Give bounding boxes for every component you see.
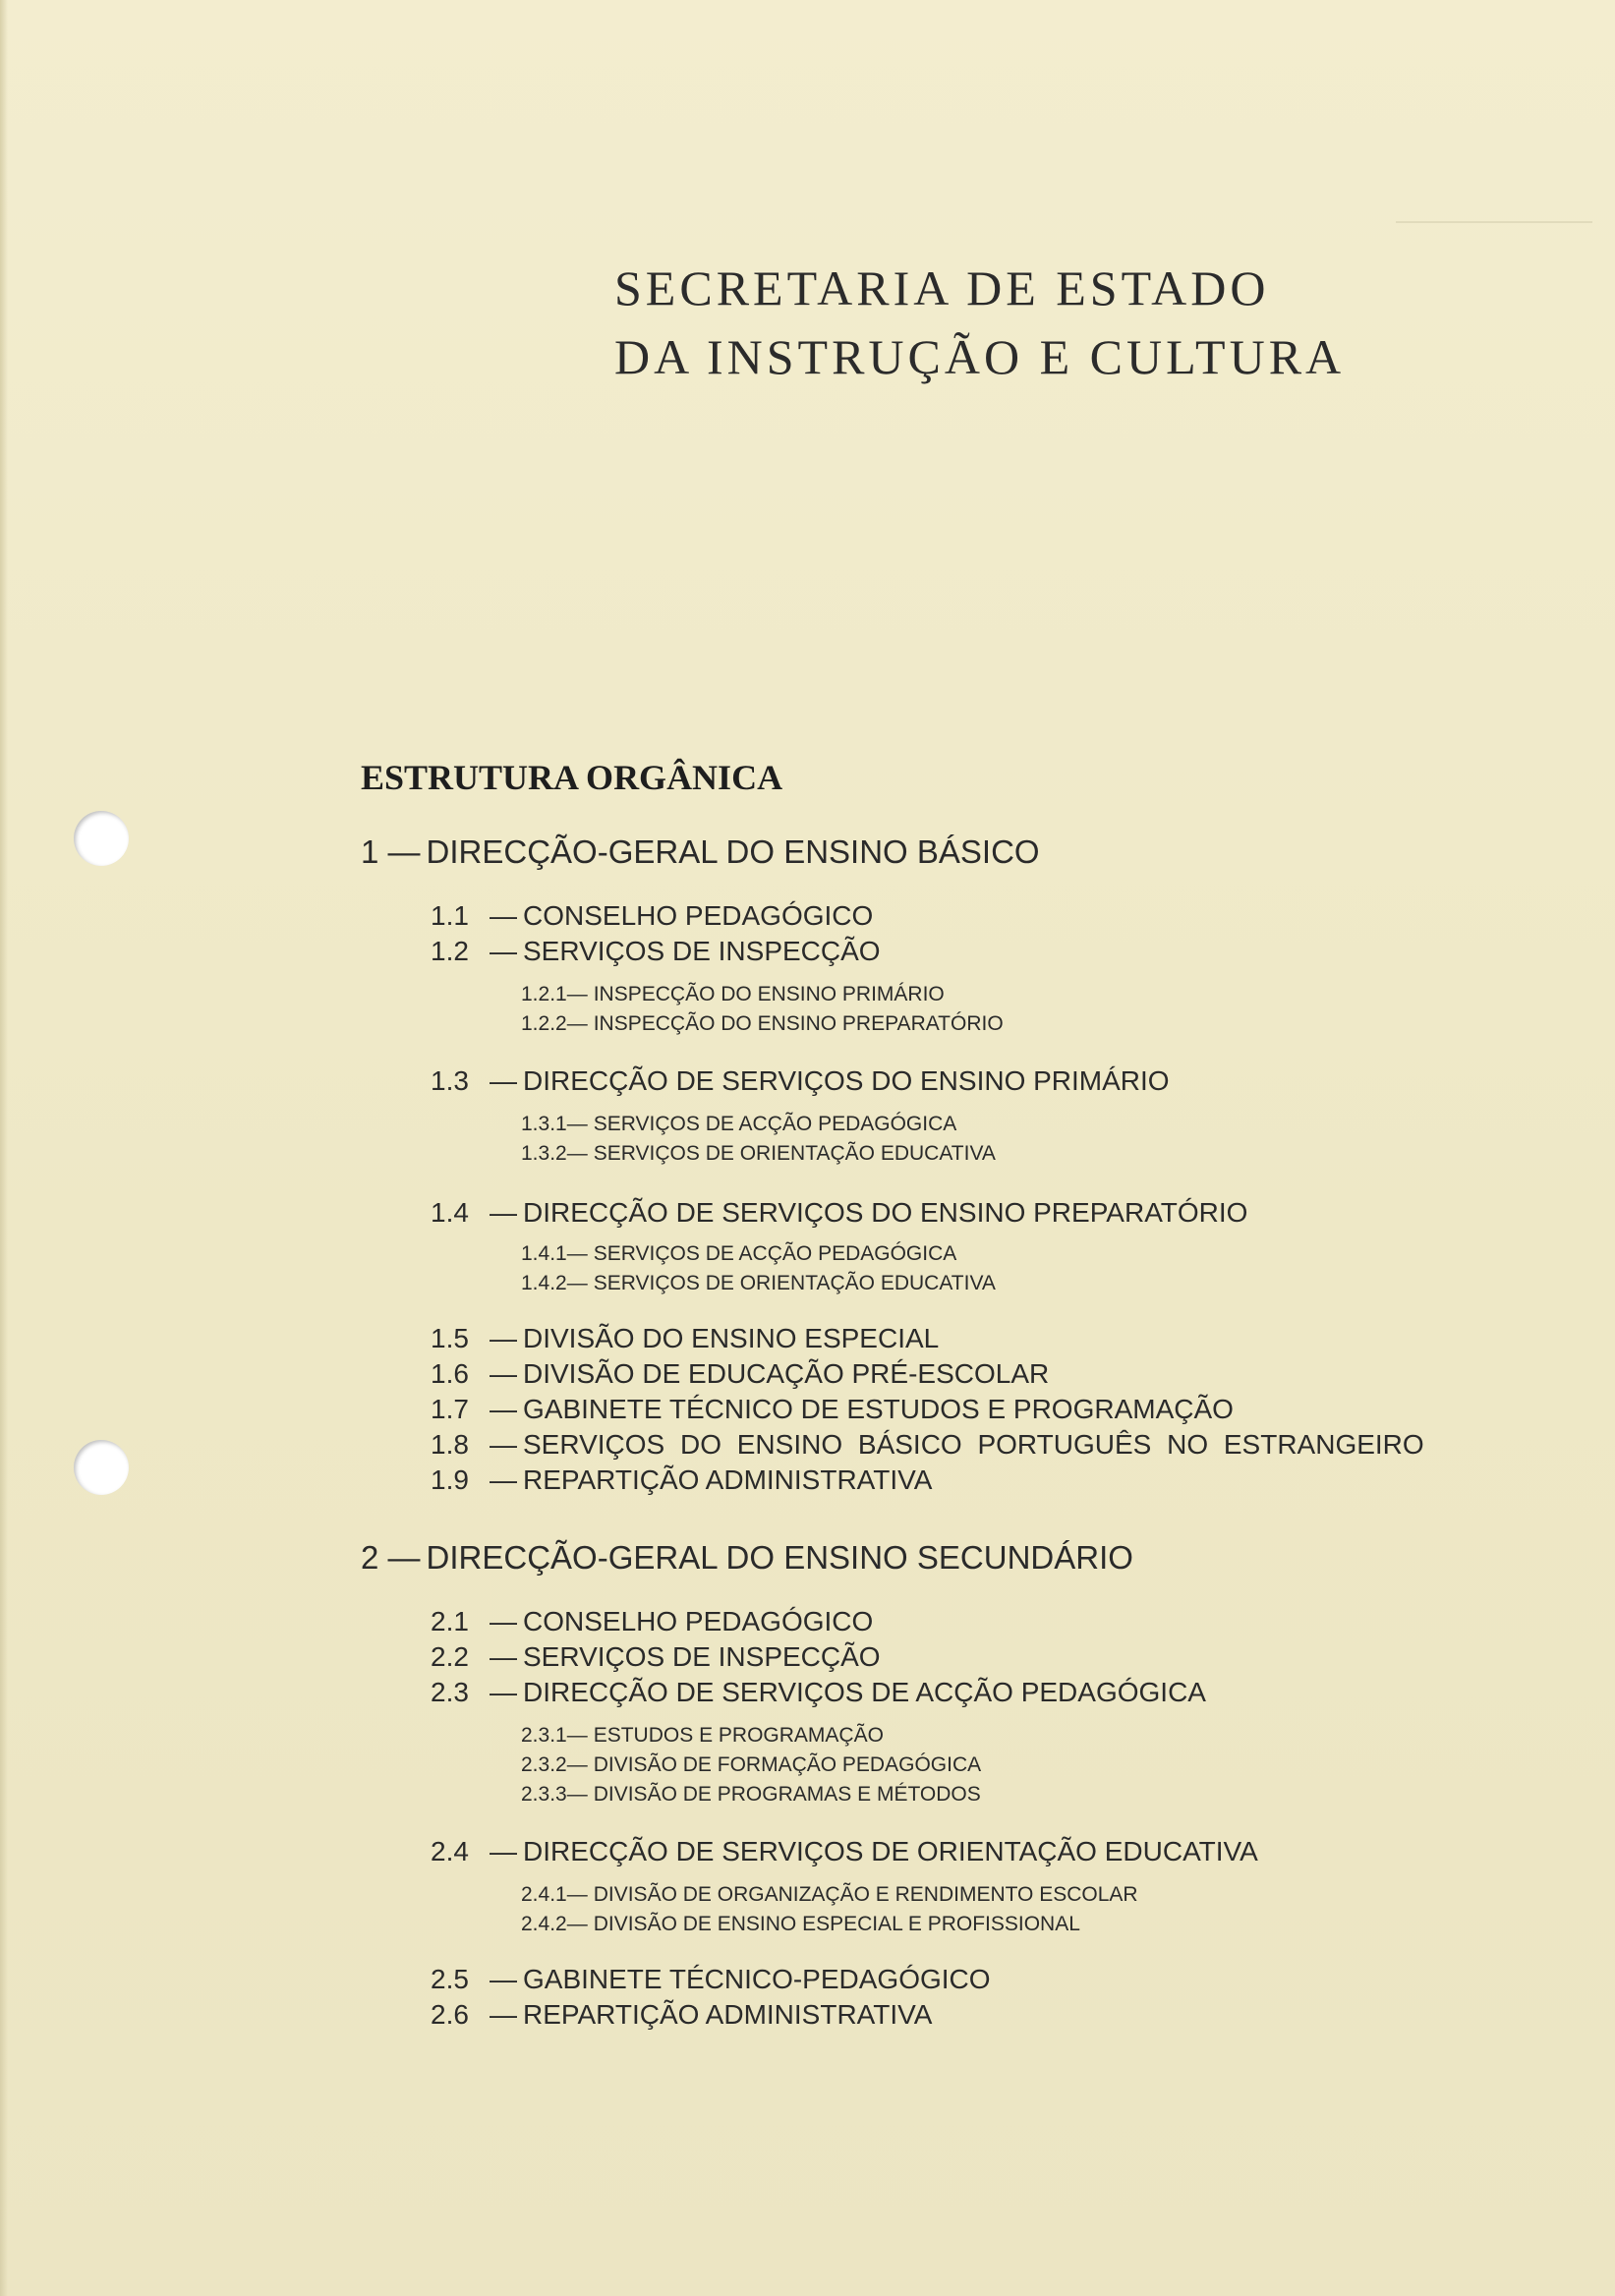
outline-item-level2: 2.5 — GABINETE TÉCNICO-PEDAGÓGICO <box>431 1964 991 1994</box>
outline-item-level3: 1.4.1— SERVIÇOS DE ACÇÃO PEDAGÓGICA <box>521 1242 957 1265</box>
outline-item-level2: 1.8 — SERVIÇOS DO ENSINO BÁSICO PORTUGUÊS NO ESTRANGEIRO <box>431 1429 1424 1460</box>
outline-item-level2: 1.4 — DIRECÇÃO DE SERVIÇOS DO ENSINO PREPARATÓRIO <box>431 1197 1248 1228</box>
outline-item-level2: 1.2 — SERVIÇOS DE INSPECÇÃO <box>431 936 881 966</box>
bleed-through-rule <box>1396 221 1592 223</box>
outline-item-level2: 1.1 — CONSELHO PEDAGÓGICO <box>431 900 874 931</box>
outline-item-level1: 2 — DIRECÇÃO-GERAL DO ENSINO SECUNDÁRIO <box>361 1539 1133 1576</box>
outline-item-level3: 1.2.1— INSPECÇÃO DO ENSINO PRIMÁRIO <box>521 983 945 1005</box>
outline-item-level1: 1 — DIRECÇÃO-GERAL DO ENSINO BÁSICO <box>361 833 1040 870</box>
outline-item-level2: 2.4 — DIRECÇÃO DE SERVIÇOS DE ORIENTAÇÃO EDUCATIVA <box>431 1836 1258 1866</box>
section-heading: ESTRUTURA ORGÂNICA <box>361 758 783 797</box>
title-line-2: DA INSTRUÇÃO E CULTURA <box>614 329 1346 384</box>
outline-item-level3: 2.4.2— DIVISÃO DE ENSINO ESPECIAL E PROFISSIONAL <box>521 1913 1080 1935</box>
outline-item-level2: 1.9 — REPARTIÇÃO ADMINISTRATIVA <box>431 1464 933 1495</box>
outline-item-level3: 2.3.2— DIVISÃO DE FORMAÇÃO PEDAGÓGICA <box>521 1753 982 1776</box>
outline-item-level3: 2.3.1— ESTUDOS E PROGRAMAÇÃO <box>521 1724 884 1747</box>
outline-item-level2: 1.5 — DIVISÃO DO ENSINO ESPECIAL <box>431 1323 940 1353</box>
outline-item-level3: 1.3.1— SERVIÇOS DE ACÇÃO PEDAGÓGICA <box>521 1113 957 1135</box>
outline-item-level3: 1.3.2— SERVIÇOS DE ORIENTAÇÃO EDUCATIVA <box>521 1142 996 1165</box>
paper-edge <box>0 0 8 2296</box>
outline-item-level2: 2.1 — CONSELHO PEDAGÓGICO <box>431 1606 874 1636</box>
punch-hole-top <box>74 811 129 866</box>
outline-item-level3: 1.4.2— SERVIÇOS DE ORIENTAÇÃO EDUCATIVA <box>521 1272 996 1294</box>
outline-item-level2: 2.3 — DIRECÇÃO DE SERVIÇOS DE ACÇÃO PEDAGÓGICA <box>431 1677 1206 1707</box>
outline-item-level3: 1.2.2— INSPECÇÃO DO ENSINO PREPARATÓRIO <box>521 1012 1004 1035</box>
page-title <box>614 254 1345 391</box>
outline-item-level2: 1.7 — GABINETE TÉCNICO DE ESTUDOS E PROGRAMAÇÃO <box>431 1394 1234 1424</box>
outline-item-level2: 1.3 — DIRECÇÃO DE SERVIÇOS DO ENSINO PRIMÁRIO <box>431 1065 1170 1096</box>
punch-hole-bottom <box>74 1440 129 1495</box>
outline-item-level2: 2.6 — REPARTIÇÃO ADMINISTRATIVA <box>431 1999 933 2030</box>
outline-item-level2: 1.6 — DIVISÃO DE EDUCAÇÃO PRÉ-ESCOLAR <box>431 1358 1050 1389</box>
outline-item-level2: 2.2 — SERVIÇOS DE INSPECÇÃO <box>431 1641 881 1672</box>
outline-item-level3: 2.3.3— DIVISÃO DE PROGRAMAS E MÉTODOS <box>521 1783 981 1806</box>
title-line-1: SECRETARIA DE ESTADO <box>614 260 1270 316</box>
outline-item-level3: 2.4.1— DIVISÃO DE ORGANIZAÇÃO E RENDIMENTO ESCOLAR <box>521 1883 1138 1906</box>
